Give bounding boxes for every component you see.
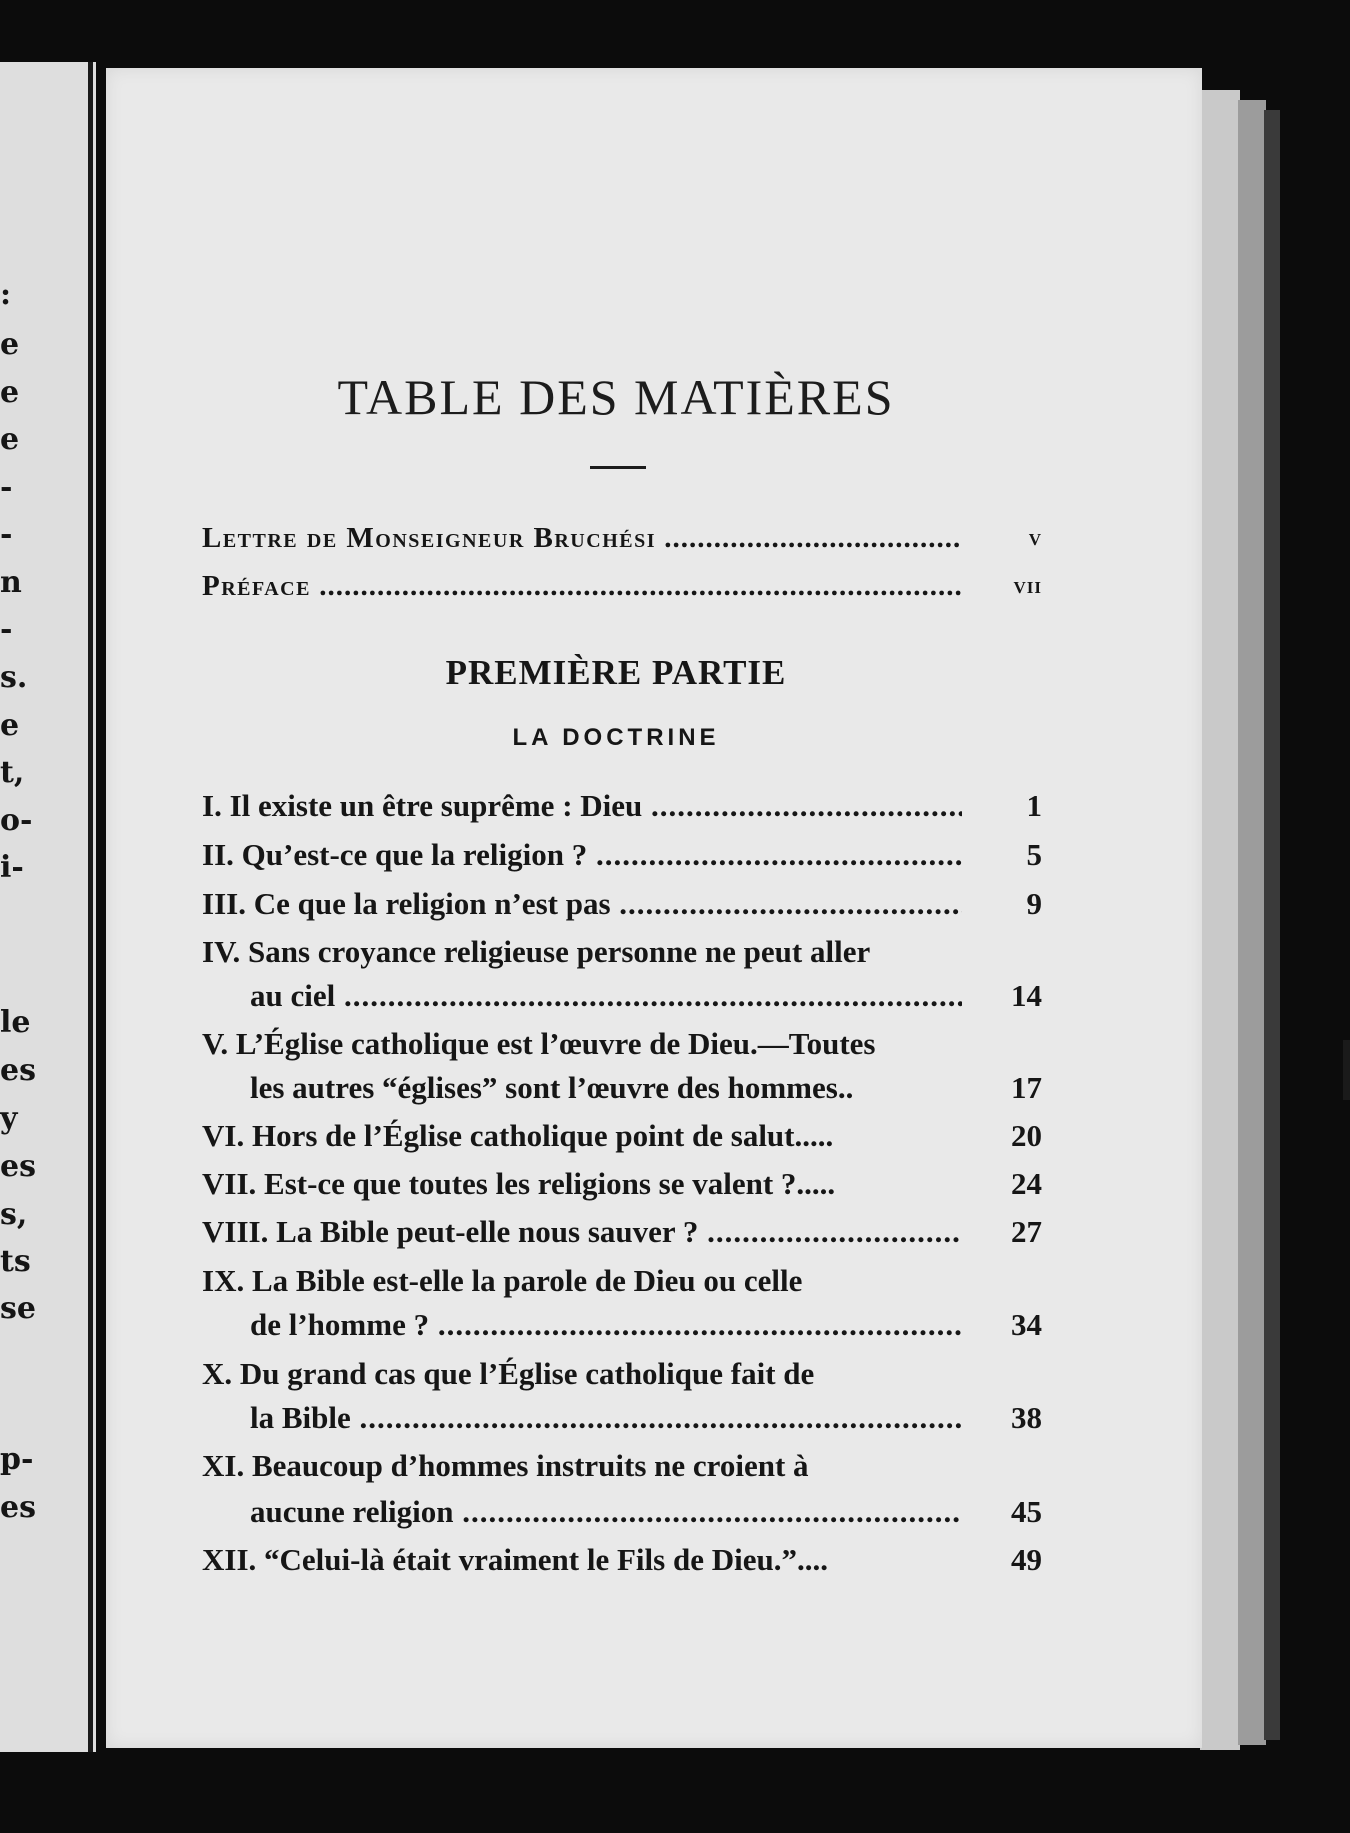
chapter-numeral: VIII. [202,1214,269,1249]
chapter-title-continued: aucune religion [250,1494,454,1529]
toc-entry-page: 49 [1011,1542,1042,1577]
chapter-title: Qu’est-ce que la religion ? [241,837,588,872]
toc-entry-page: vii [1013,573,1042,599]
toc-entry-letter [202,516,1042,560]
facing-page-fragment: e [0,708,20,743]
chapter-numeral: IX. [202,1263,245,1298]
toc-entry-page: 24 [1011,1166,1042,1201]
facing-page-fragment: es [0,1149,36,1184]
facing-page-fragment: - [0,470,13,505]
toc-entry-page: 17 [1011,1070,1042,1105]
facing-page-left [0,62,96,1752]
toc-entry [202,930,1042,974]
scan-mark [1343,1040,1350,1100]
chapter-title: Sans croyance religieuse personne ne peut aller [247,934,871,969]
chapter-title: L’Église catholique est l’œuvre de Dieu.—Toutes [235,1026,876,1061]
facing-page-fragment: - [0,612,13,647]
facing-page-fragment: s. [0,660,28,695]
book-gutter [88,62,93,1752]
chapter-numeral: XII. [202,1542,257,1577]
chapter-numeral: II. [202,837,234,872]
title-divider [590,466,646,469]
toc-entry [202,1352,1042,1396]
chapter-title: Ce que la religion n’est pas [253,886,611,921]
part-subheading: LA DOCTRINE [512,724,720,751]
facing-page-fragment: s, [0,1197,28,1232]
toc-entry-page: 9 [1026,886,1042,921]
toc-entry-page: 27 [1011,1214,1042,1249]
chapter-numeral: I. [202,788,222,823]
page-edge [1264,110,1280,1740]
part-heading: PREMIÈRE PARTIE [445,653,787,692]
toc-entry [202,784,1042,828]
facing-page-fragment: se [0,1291,36,1326]
toc-entry [202,1538,1042,1582]
facing-page-fragment: n [0,565,22,600]
toc-entry-continuation [202,1303,1042,1347]
chapter-title: Beaucoup d’hommes instruits ne croient à [251,1448,809,1483]
chapter-title-continued: la Bible [250,1400,351,1435]
chapter-title-continued: de l’homme ? [250,1307,430,1342]
toc-entry-label: Lettre de Monseigneur Bruchési ..... [202,516,962,560]
toc-entry-continuation [202,1396,1042,1440]
toc-entry [202,1162,1042,1206]
toc-entry [202,1444,1042,1488]
facing-page-fragment: t, [0,755,25,790]
chapter-title: “Celui-là était vraiment le Fils de Dieu.”.... [264,1542,828,1577]
chapter-numeral: VII. [202,1166,257,1201]
toc-entry-page: 5 [1026,837,1042,872]
chapter-title: La Bible est-elle la parole de Dieu ou celle [251,1263,803,1298]
chapter-numeral: IV. [202,934,241,969]
chapter-title: Hors de l’Église catholique point de salut..... [251,1118,834,1153]
toc-entry-label: Préface ..... [202,564,962,608]
page-edge [1200,90,1240,1750]
chapter-numeral: X. [202,1356,233,1391]
facing-page-fragment: ts [0,1244,31,1279]
chapter-title-continued: les autres “églises” sont l’œuvre des hommes.. [250,1070,854,1105]
chapter-title-continued: au ciel [250,978,336,1013]
facing-page-fragment: e [0,327,20,362]
toc-entry-page: 20 [1011,1118,1042,1153]
facing-page-fragment: : [0,277,12,312]
facing-page-fragment: e [0,422,20,457]
toc-entry [202,882,1042,926]
facing-page-text-fragments [0,62,96,1752]
facing-page-fragment: e [0,375,20,410]
chapter-numeral: V. [202,1026,229,1061]
facing-page-fragment: y [0,1101,18,1136]
toc-entry-page: 1 [1026,788,1042,823]
facing-page-fragment: i- [0,850,24,885]
toc-entry [202,1114,1042,1158]
toc-entry-continuation [202,1066,1042,1110]
toc-entry-page: 45 [1011,1494,1042,1529]
facing-page-fragment: es [0,1053,36,1088]
toc-entry [202,1259,1042,1303]
facing-page-fragment: es [0,1490,36,1525]
chapter-numeral: XI. [202,1448,245,1483]
facing-page-fragment: o- [0,803,33,838]
chapter-title: Est-ce que toutes les religions se valent ?..... [264,1166,836,1201]
toc-entry-page: v [1028,525,1042,551]
toc-entry [202,1210,1042,1254]
facing-page-fragment: le [0,1005,31,1040]
toc-entry-preface [202,564,1042,608]
toc-entry [202,1022,1042,1066]
toc-entry-continuation [202,974,1042,1018]
toc-entry [202,833,1042,877]
page-title: TABLE DES MATIÈRES [337,369,895,425]
toc-entry-continuation [202,1490,1042,1534]
facing-page-fragment: - [0,517,13,552]
facing-page-fragment: p- [0,1442,34,1477]
chapter-title: Il existe un être suprême : Dieu [229,788,643,823]
chapter-numeral: III. [202,886,246,921]
toc-entry-page: 14 [1011,978,1042,1013]
chapter-title: La Bible peut-elle nous sauver ? [276,1214,699,1249]
chapter-numeral: VI. [202,1118,245,1153]
chapter-title: Du grand cas que l’Église catholique fait de [239,1356,815,1391]
toc-entry-page: 34 [1011,1307,1042,1342]
toc-entry-page: 38 [1011,1400,1042,1435]
page-edge [1238,100,1266,1745]
